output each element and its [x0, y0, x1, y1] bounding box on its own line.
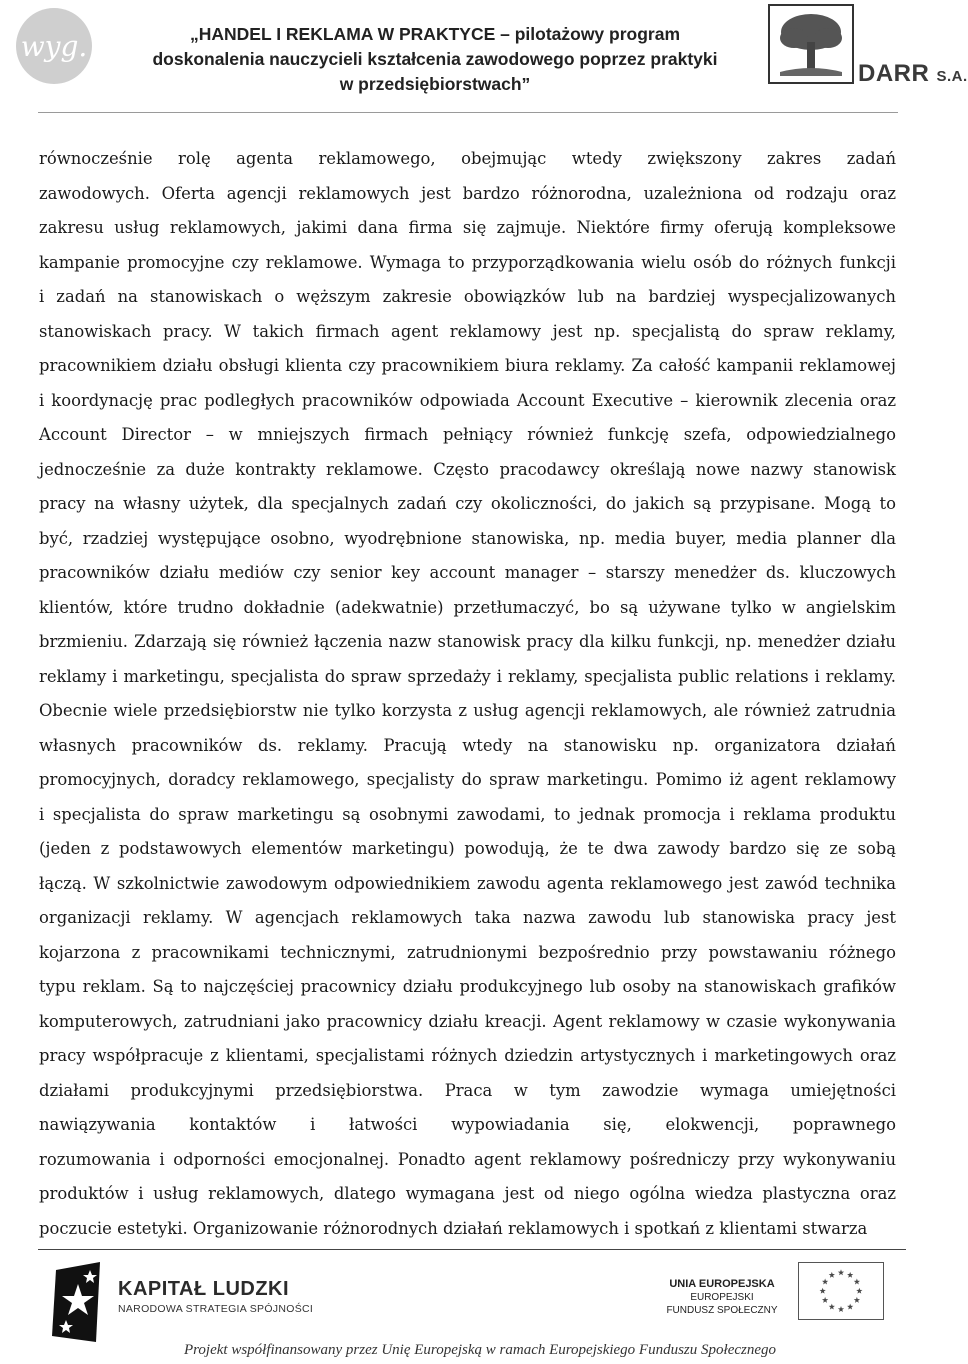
eu-star: [838, 1269, 844, 1275]
body-line: działami produkcyjnymi przedsiębiorstwa. Praca w tym zawodzie wymaga umiejętności: [39, 1080, 896, 1100]
body-line: promocyjnych, doradcy reklamowego, specjalisty do spraw marketingu. Pomimo iż agent reklamowy: [39, 770, 896, 789]
body-line: zakresu usług reklamowych, jakimi dana firma się zajmuje. Niektóre firmy oferują kompleksowe: [39, 218, 896, 237]
eu-line2: EUROPEJSKI: [690, 1292, 754, 1303]
footer-divider: [38, 1249, 906, 1250]
darr-suffix: S.A.: [936, 68, 968, 85]
kapital-ludzki-star-icon: [52, 1262, 104, 1342]
eu-star: [820, 1288, 826, 1294]
eu-star: [829, 1304, 835, 1310]
page-header: [0, 0, 968, 108]
body-line: (jeden z podstawowych elementów marketingu) powodują, że te dwa zawody bardzo się ze sobą: [39, 839, 896, 858]
darr-name: DARR: [858, 60, 930, 87]
body-line: kampanie promocyjne czy reklamowe. Wymaga to przyporządkowania wielu osób do różnych funkcji: [39, 252, 896, 272]
eu-line1: UNIA EUROPEJSKA: [669, 1278, 775, 1290]
darr-logo: [768, 4, 968, 96]
cofinancing-note: Projekt współfinansowany przez Unię Europejską w ramach Europejskiego Funduszu Społecznego: [183, 1342, 777, 1358]
wyg-logo-text: wyg.: [20, 30, 88, 63]
eu-flag-icon: [798, 1262, 884, 1320]
body-line: pracy na własny użytek, dla specjalnych zadań czy okoliczności, do jakich są przypisane. Mogą to: [39, 494, 896, 513]
body-line: pracowników działu mediów czy senior key account manager – starszy menedżer ds. kluczowych: [39, 563, 896, 582]
body-line: zawodowych. Oferta agencji reklamowych jest bardzo różnorodna, uzależniona od rodzaju oraz: [39, 183, 896, 203]
body-line: kojarzona z pracownikami technicznymi, zatrudnionymi bezpośrednio przy powstawaniu różnego: [39, 942, 896, 962]
body-line: reklamy i marketingu, specjalista do spraw sprzedaży i reklamy, specjalista public relations i reklamy.: [39, 666, 896, 686]
body-line: produktów i usług reklamowych, dlatego wymagana jest od niego ogólna wiedza plastyczna oraz: [39, 1184, 896, 1203]
eu-star: [856, 1288, 862, 1294]
body-line: łączą. W szkolnictwie zawodowym odpowiednikiem zawodu agenta reklamowego jest zawód technika: [39, 873, 896, 893]
kapital-ludzki-logo: [118, 1278, 313, 1315]
body-line: klientów, które trudno dokładnie (adekwatnie) przetłumaczyć, bo są używane tylko w angielskim: [39, 597, 896, 617]
body-line: jednocześnie za duże kontrakty reklamowe. Często pracodawcy określają nowe nazwy stanowisk: [39, 459, 896, 479]
body-line: poczucie estetyki. Organizowanie różnorodnych działań reklamowych i spotkań z klientami stwarza: [39, 1218, 868, 1238]
body-line: stanowiskach pracy. W takich firmach agent reklamowy jest np. specjalistą do spraw reklamy,: [39, 321, 896, 341]
program-title: [110, 22, 760, 97]
eu-star: [822, 1279, 828, 1285]
body-line: typu reklam. Są to najczęściej pracownicy działu produkcyjnego lub osoby na stanowiskach grafików: [39, 977, 896, 996]
eu-star: [838, 1306, 844, 1312]
wyg-logo-icon: [10, 4, 100, 88]
eu-star: [847, 1272, 853, 1278]
eu-star: [822, 1297, 828, 1303]
body-line: organizacji reklamy. W agencjach reklamowych taka nazwa zawodu lub stanowiska pracy jest: [39, 908, 896, 927]
eu-star: [847, 1304, 853, 1310]
kl-subtitle: NARODOWA STRATEGIA SPÓJNOŚCI: [118, 1303, 314, 1315]
body-line: pracy współpracuje z klientami, specjalistami różnych dziedzin artystycznych i marketingowych oraz: [39, 1046, 896, 1065]
body-line: i specjalista do spraw marketingu są osobnymi zawodami, to jednak promocja i reklama produktu: [39, 804, 896, 824]
eu-fund-label: [660, 1278, 784, 1317]
eu-star: [829, 1272, 835, 1278]
header-divider: [38, 112, 898, 113]
program-title-line: „HANDEL I REKLAMA W PRAKTYCE – pilotażowy program: [189, 24, 681, 44]
body-line: Account Director – w mniejszych firmach pełniący również funkcję szefa, odpowiedzialnego: [39, 425, 896, 444]
body-line: i zadań na stanowiskach o węższym zakresie obowiązków lub na bardziej wyspecjalizowanych: [39, 287, 896, 306]
program-title-line: doskonalenia nauczycieli kształcenia zawodowego poprzez praktyki: [152, 49, 718, 69]
body-line: pracownikiem działu obsługi klienta czy pracownikiem biura reklamy. Za całość kampanii reklamowej: [39, 356, 896, 375]
body-line: Obecnie wiele przedsiębiorstw nie tylko korzysta z usług agencji reklamowych, ale również zatrudnia: [39, 701, 896, 720]
document-body: [39, 142, 896, 1246]
kl-title: KAPITAŁ LUDZKI: [118, 1278, 290, 1300]
body-line: rozumowania i odporności emocjonalnej. Ponadto agent reklamowy pośredniczy przy wykonywaniu: [39, 1149, 896, 1169]
eu-star: [854, 1297, 860, 1303]
body-line: własnych pracowników ds. reklamy. Pracują wtedy na stanowisku np. organizatora działań: [39, 735, 896, 755]
tree-icon: [768, 4, 854, 84]
body-line: komputerowych, zatrudniani jako pracownicy działu kreacji. Agent reklamowy w czasie wykonywania: [39, 1011, 896, 1031]
body-line: brzmieniu. Zdarzają się również łączenia nazw stanowisk pracy dla kilku funkcji, np. menedżer działu: [39, 632, 896, 651]
body-line: równocześnie rolę agenta reklamowego, obejmując wtedy zwiększony zakres zadań: [39, 149, 896, 168]
eu-star: [854, 1279, 860, 1285]
darr-wordmark: [858, 60, 968, 88]
eu-line3: FUNDUSZ SPOŁECZNY: [666, 1305, 778, 1316]
body-line: być, rzadziej występujące osobno, wyodrębnione stanowiska, np. media buyer, media planner dla: [39, 528, 896, 548]
program-title-line: w przedsiębiorstwach”: [339, 74, 531, 94]
body-line: i koordynację prac podległych pracowników odpowiada Account Executive – kierownik zlecenia oraz: [39, 390, 896, 410]
body-line: nawiązywania kontaktów i łatwości wypowiadania się, elokwencji, poprawnego: [39, 1115, 896, 1134]
